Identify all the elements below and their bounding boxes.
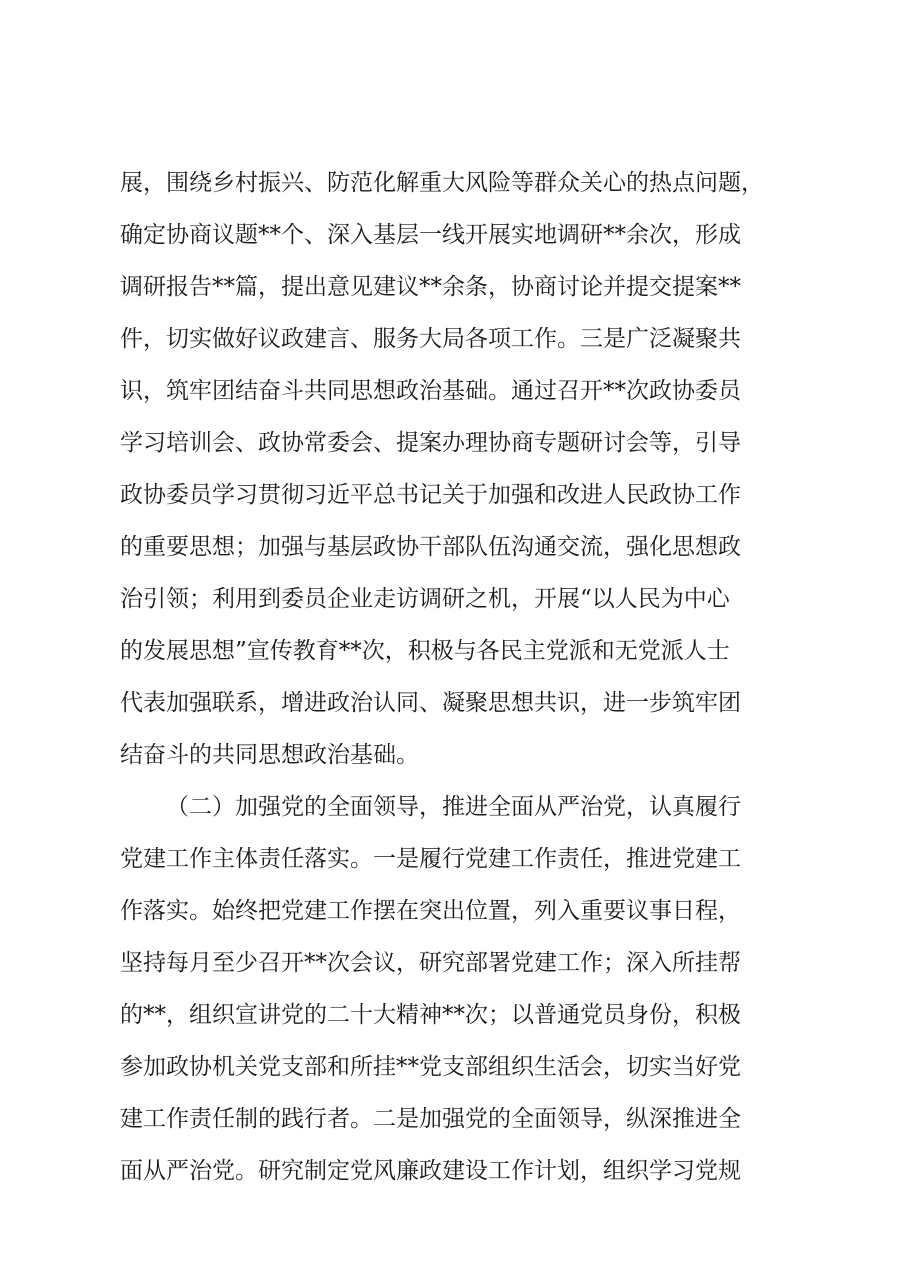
text-line: 的**，组织宣讲党的二十大精神**次；以普通党员身份，积极 [120,1002,741,1028]
text-line: 的重要思想；加强与基层政协干部队伍沟通交流，强化思想政 [120,534,741,560]
text-line: 政协委员学习贯彻习近平总书记关于加强和改进人民政协工作 [120,482,741,508]
text-line: 治引领；利用到委员企业走访调研之机，开展“以人民为中心 [120,586,730,612]
text-line: 件，切实做好议政建言、服务大局各项工作。三是广泛凝聚共 [120,326,741,352]
text-line: 坚持每月至少召开**次会议，研究部署党建工作；深入所挂帮 [120,950,741,976]
text-line: 面从严治党。研究制定党风廉政建设工作计划，组织学习党规 [120,1158,741,1184]
text-line: 代表加强联系，增进政治认同、凝聚思想共识，进一步筑牢团 [120,690,741,716]
text-line: 结奋斗的共同思想政治基础。 [120,742,419,768]
text-line: 确定协商议题**个、深入基层一线开展实地调研**余次，形成 [120,222,741,248]
document-body [120,157,800,1197]
text-line: 作落实。始终把党建工作摆在突出位置，列入重要议事日程， [120,898,741,924]
text-line: 识，筑牢团结奋斗共同思想政治基础。通过召开**次政协委员 [120,378,741,404]
text-line: 建工作责任制的践行者。二是加强党的全面领导，纵深推进全 [120,1106,741,1132]
text-line: 的发展思想”宣传教育**次，积极与各民主党派和无党派人士 [120,638,730,664]
text-line: 调研报告**篇，提出意见建议**余条，协商讨论并提交提案** [120,274,741,300]
text-line: 参加政协机关党支部和所挂**党支部组织生活会，切实当好党 [120,1054,741,1080]
section-heading-line: （二）加强党的全面领导，推进全面从严治党，认真履行 [166,794,741,820]
text-line: 展，围绕乡村振兴、防范化解重大风险等群众关心的热点问题， [120,170,764,196]
text-line: 党建工作主体责任落实。一是履行党建工作责任，推进党建工 [120,846,741,872]
text-line: 学习培训会、政协常委会、提案办理协商专题研讨会等，引导 [120,430,741,456]
